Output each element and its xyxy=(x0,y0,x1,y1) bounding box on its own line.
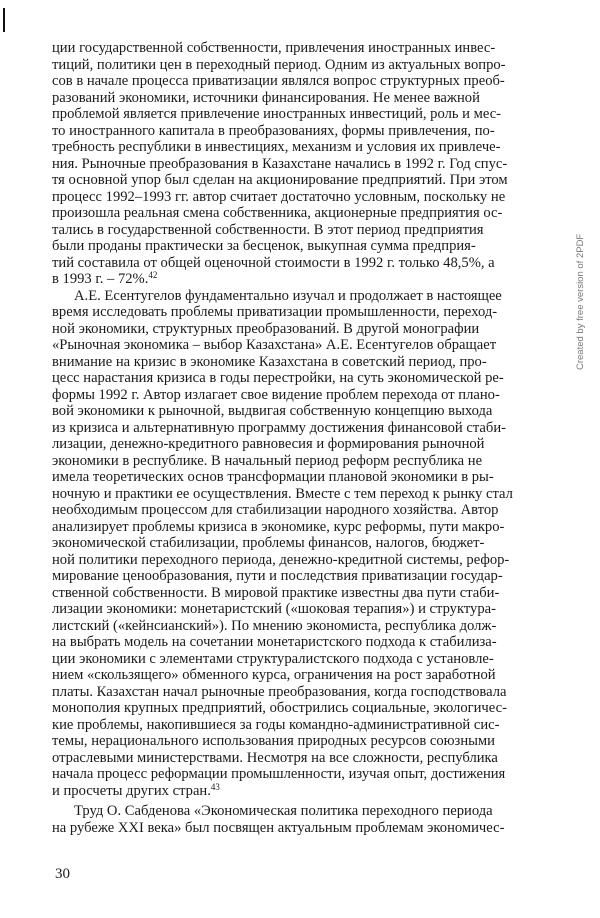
text-line: на выбрать модель на сочетании монетаристского подхода к стабилиза- xyxy=(52,634,497,650)
text-line: платы. Казахстан начал рыночные преобразования, когда господствовала xyxy=(52,683,507,700)
text-line: сов в начале процесса приватизации являлся вопрос структурных преоб- xyxy=(52,73,505,89)
paragraph-first-line: Труд О. Сабденова «Экономическая политика переходного периода xyxy=(74,803,493,819)
text-line: мирование ценообразования, пути и последствия приватизации государ- xyxy=(52,568,503,584)
text-line: тались в государственной собственности. В этот период предприятия xyxy=(52,221,484,238)
text-line: ния. Рыночные преобразования в Казахстане начались в 1992 г. Год спус- xyxy=(52,155,508,172)
text-line: тий составила от общей оценочной стоимости в 1992 г. только 48,5%, а xyxy=(52,254,495,271)
text-line: начала процесс реформации промышленности, изучая опыт, достижения xyxy=(52,766,506,782)
text-line: отраслевыми министерствами. Несмотря на все сложности, республика xyxy=(52,749,498,766)
text-line: из кризиса и альтернативную программу достижения финансовой стаби- xyxy=(52,419,506,436)
text-line: ночную и практики ее осуществления. Вместе с тем переход к рынку стал xyxy=(52,485,513,502)
text-line: темы, нерационального использования природных ресурсов союзными xyxy=(52,733,495,749)
text-line: были проданы практически за бесценок, выкупная сумма предприя- xyxy=(52,238,476,254)
text-line: и просчеты других стран.$^{43}$ xyxy=(52,781,220,799)
text-line: ной политики переходного периода, денежно-кредитной системы, рефор- xyxy=(52,551,510,568)
text-line: разований экономики, источники финансирования. Не менее важной xyxy=(52,89,480,106)
text-line: «Рыночная экономика – выбор Казахстана» А.Е. Есентугелов обращает xyxy=(52,337,497,353)
text-line: нием «скользящего» обменного курса, ограничения на рост заработной xyxy=(52,667,496,683)
page-number: 30 xyxy=(55,866,70,882)
footnote-ref: 42 xyxy=(148,270,158,280)
text-line: на рубеже XXI века» был посвящен актуальным проблемам экономичес- xyxy=(52,819,505,836)
text-line: формы 1992 г. Автор излагает свое видение проблем перехода от плано- xyxy=(52,386,500,403)
text-line: листский («кейнсианский»). По мнению экономиста, республика долж- xyxy=(52,617,497,634)
text-line: в 1993 г. – 72%.$^{42}$ xyxy=(52,270,158,287)
page-body xyxy=(52,40,565,870)
text-line: ции экономики с элементами структуралистского подхода с установле- xyxy=(52,650,494,667)
text-line: экономической стабилизации, проблемы финансов, налогов, бюджет- xyxy=(52,535,485,551)
text-line: экономики в республике. В начальный период реформ республика не xyxy=(52,452,483,469)
text-line: имела теоретических основ трансформации плановой экономики в ры- xyxy=(52,469,494,485)
text-line: лизации экономики: монетаристский («шоковая терапия») и структура- xyxy=(52,601,496,617)
paragraph-first-line: А.Е. Есентугелов фундаментально изучал и продолжает в настоящее xyxy=(74,287,502,304)
text-line: требность республики в инвестициях, механизм и условия их привлече- xyxy=(52,139,501,155)
text-line: тя основной упор был сделан на акционирование предприятий. При этом xyxy=(52,172,508,188)
text-line: анализирует проблемы кризиса в экономике, курс реформы, пути макро- xyxy=(52,518,505,535)
footnote-ref: 43 xyxy=(210,781,220,792)
text-line: тиций, политики цен в переходный период. Одним из актуальных вопро- xyxy=(52,56,506,73)
watermark-vertical: Created by free version of 2PDF xyxy=(575,233,586,370)
text-line: ной экономики, структурных преобразований. В другой монографии xyxy=(52,320,480,337)
text-line: проблемой является привлечение иностранных инвестиций, роль и мес- xyxy=(52,106,502,122)
text-line: цесс нарастания кризиса в годы перестройки, на суть экономической ре- xyxy=(52,370,504,386)
text-line: произошла реальная смена собственника, акционерные предприятия ос- xyxy=(52,205,503,221)
text-line: ции государственной собственности, привлечения иностранных инвес- xyxy=(52,40,496,56)
text-line: монополия крупных предприятий, обострились социальные, экологичес- xyxy=(52,700,507,716)
text-line: кие проблемы, накопившиеся за годы командно-административной сис- xyxy=(52,716,500,733)
text-line: вой экономики к рыночной, выдвигая собственную концепцию выхода xyxy=(52,403,493,419)
text-line: то иностранного капитала в преобразованиях, формы привлечения, по- xyxy=(52,122,495,139)
left-margin-mark xyxy=(3,8,5,32)
text-line: внимание на кризис в экономике Казахстана в советский период, про- xyxy=(52,353,487,370)
text-line: процесс 1992–1993 гг. автор считает достаточно условным, поскольку не xyxy=(52,188,506,205)
text-line: время исследовать проблемы приватизации промышленности, переход- xyxy=(52,304,498,320)
text-line: ственной собственности. В мировой практике известны два пути стаби- xyxy=(52,584,500,601)
text-line: лизации, денежно-кредитного равновесия и формирования рыночной xyxy=(52,436,485,452)
text-line: необходимым процессом для стабилизации народного хозяйства. Автор xyxy=(52,502,499,518)
